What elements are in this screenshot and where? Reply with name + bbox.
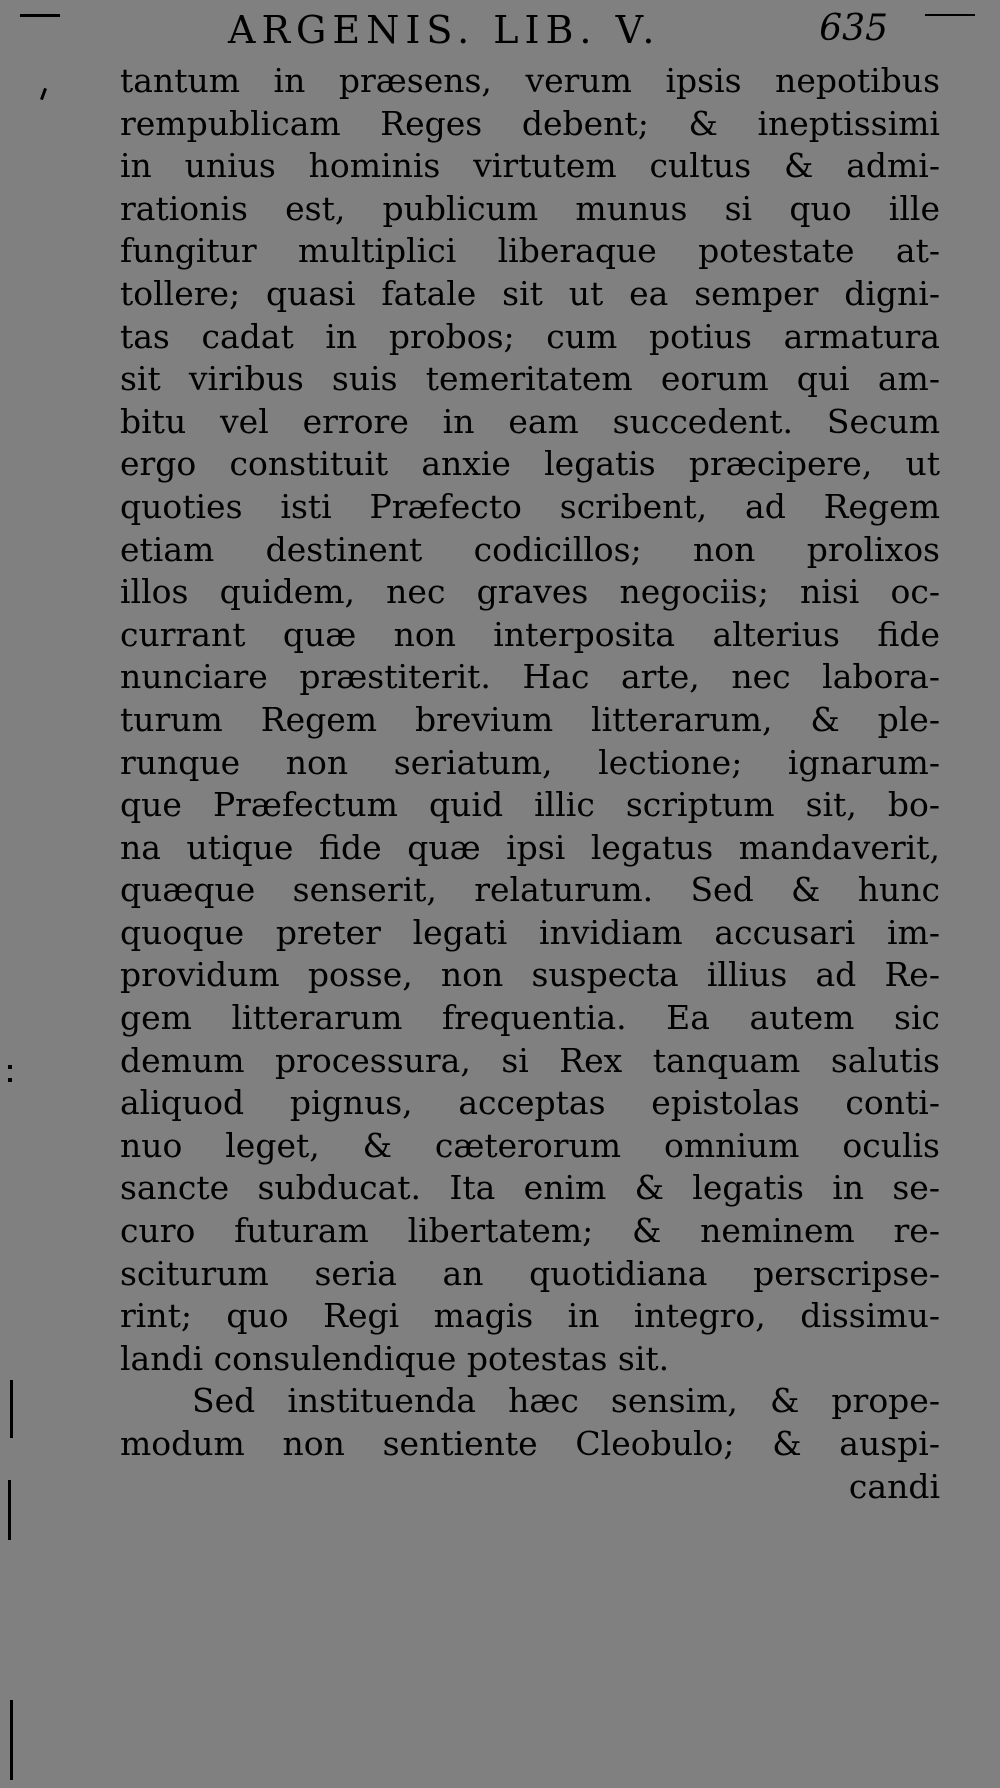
text-line: etiam destinent codicillos; non prolixos (120, 529, 940, 569)
text-line: quoties isti Præfecto scribent, ad Regem (120, 486, 940, 526)
text-line: rationis est, publicum munus si quo ille (120, 188, 940, 228)
margin-speck (8, 1065, 12, 1069)
margin-speck (10, 1700, 13, 1780)
text-line: tantum in præsens, verum ipsis nepotibus (120, 61, 940, 100)
margin-speck (8, 1480, 11, 1540)
text-line: illos quidem, nec graves negociis; nisi oc- (120, 572, 940, 612)
catchword: candi (848, 1466, 940, 1506)
page-header (228, 8, 888, 58)
text-line: sancte subducat. Ita enim & legatis in se- (120, 1168, 940, 1208)
text-line: rint; quo Regi magis in integro, dissimu- (120, 1296, 940, 1336)
margin-speck (8, 1078, 12, 1082)
text-line: providum posse, non suspecta illius ad Re- (120, 955, 940, 995)
body-text (120, 60, 940, 1508)
text-line: rempublicam Reges debent; & ineptissimi (120, 103, 940, 143)
text-line: tas cadat in probos; cum potius armatura (120, 316, 940, 356)
text-line: gem litterarum frequentia. Ea autem sic (120, 998, 940, 1038)
text-line: na utique fide quæ ipsi legatus mandaverit, (120, 827, 940, 867)
text-line: in unius hominis virtutem cultus & admi- (120, 146, 940, 186)
text-line: ergo constituit anxie legatis præcipere, ut (120, 444, 940, 484)
text-line: landi consulendique potestas sit. (120, 1338, 670, 1378)
text-line: modum non sentiente Cleobulo; & auspi- (120, 1424, 940, 1463)
text-line: bitu vel errore in eam succedent. Secum (120, 401, 940, 441)
text-line: nunciare præstiterit. Hac arte, nec labora- (120, 657, 940, 697)
text-line: curo futuram libertatem; & neminem re- (120, 1211, 940, 1251)
margin-speck (40, 88, 47, 100)
margin-speck (10, 1380, 13, 1438)
text-line: tollere; quasi fatale sit ut ea semper digni- (120, 273, 940, 313)
text-line: sit viribus suis temeritatem eorum qui am- (120, 359, 940, 399)
text-line: nuo leget, & cæterorum omnium oculis (120, 1125, 940, 1165)
text-line: fungitur multiplici liberaque potestate at- (120, 231, 940, 271)
text-line: quoque preter legati invidiam accusari im- (120, 912, 940, 952)
text-line: demum processura, si Rex tanquam salutis (120, 1040, 940, 1080)
margin-speck (20, 14, 60, 17)
text-line: que Præfectum quid illic scriptum sit, bo- (120, 785, 940, 825)
text-line: turum Regem brevium litterarum, & ple- (120, 699, 940, 739)
paragraph-start-line: Sed instituenda hæc sensim, & prope- (192, 1381, 940, 1421)
text-line: sciturum seria an quotidiana perscripse- (120, 1253, 940, 1293)
text-line: aliquod pignus, acceptas epistolas conti- (120, 1083, 940, 1123)
text-line: runque non seriatum, lectione; ignarum- (120, 742, 940, 782)
page-number: 635 (819, 8, 888, 49)
text-line: quæque senserit, relaturum. Sed & hunc (120, 870, 940, 910)
running-title: ARGENIS. LIB. V. (228, 8, 661, 52)
header-rule (925, 14, 975, 16)
text-line: currant quæ non interposita alterius fide (120, 614, 940, 654)
